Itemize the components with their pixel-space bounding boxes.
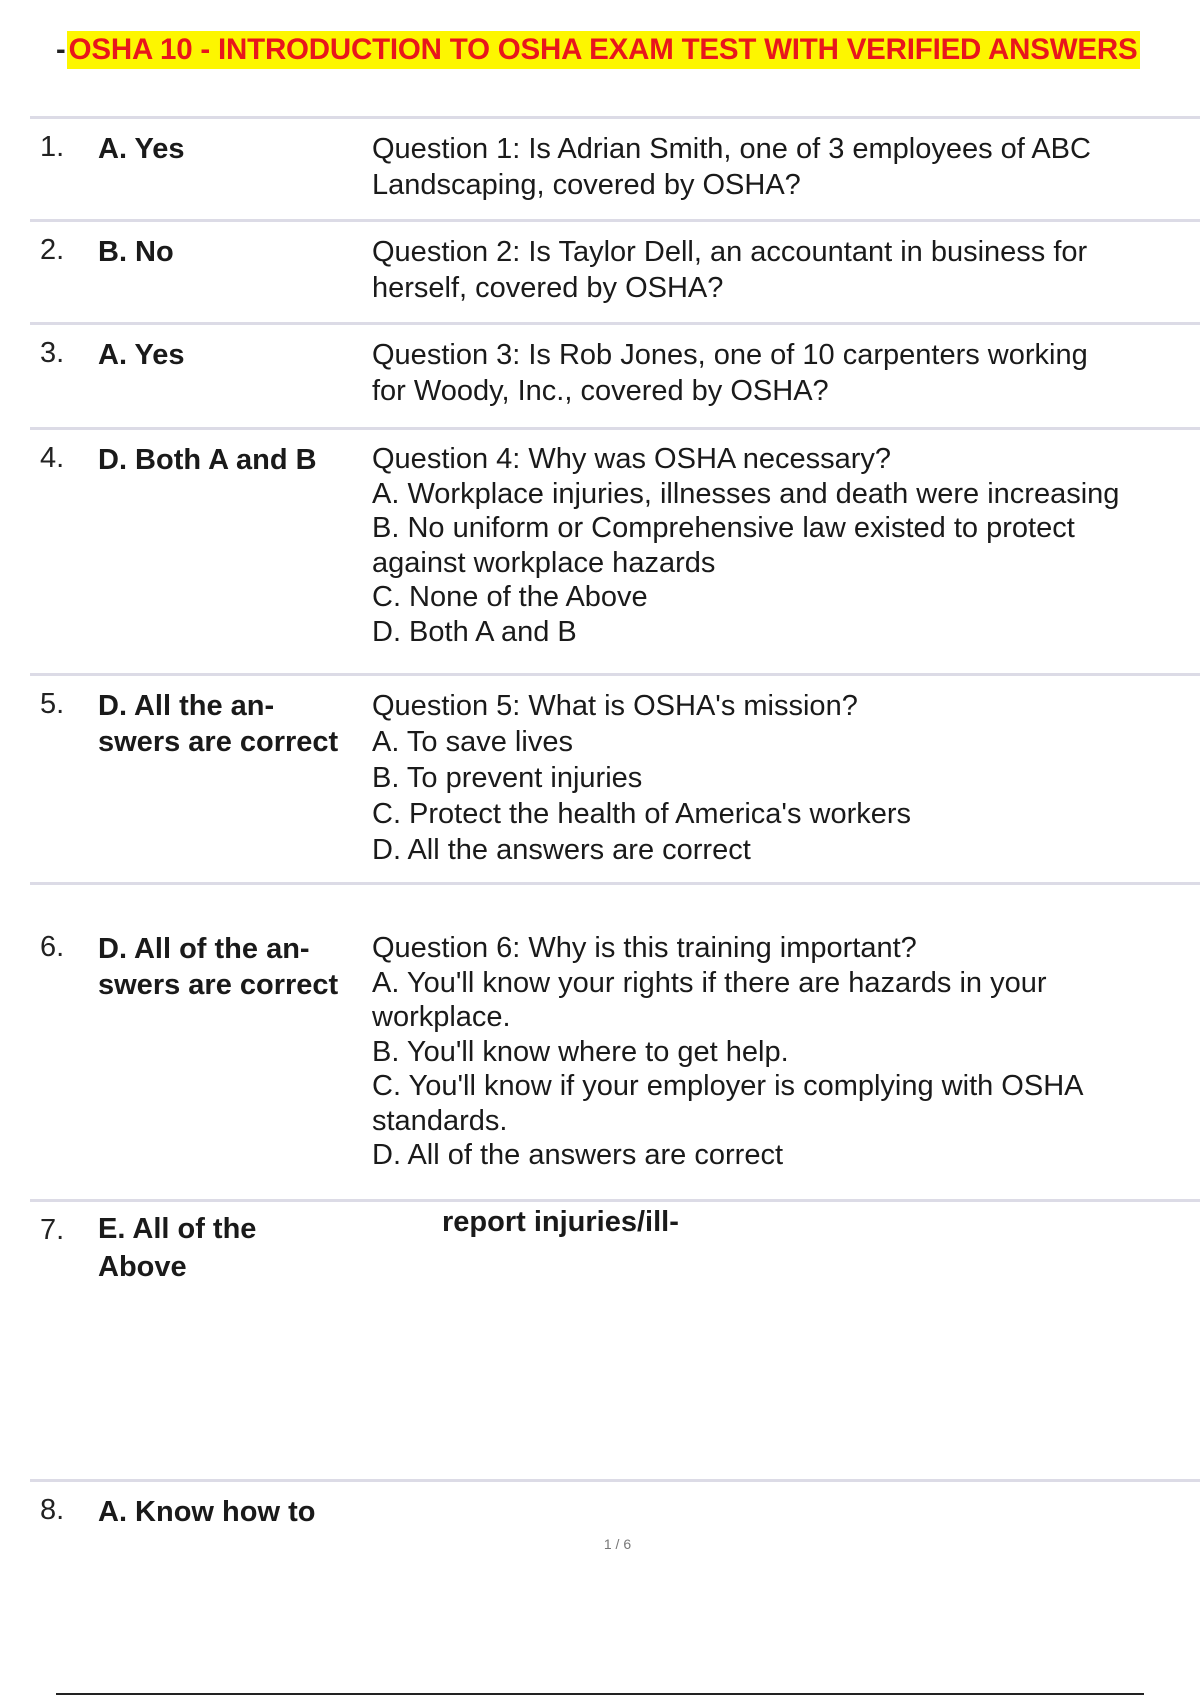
- card-question: [372, 337, 1200, 409]
- flashcard-2: [30, 219, 1200, 322]
- question-option-a: A. Workplace injuries, illnesses and death were increasing: [372, 477, 1120, 510]
- flashcard-1: [30, 116, 1200, 219]
- card-number: 2.: [40, 234, 65, 266]
- question-option-a-cont: workplace.: [372, 1001, 511, 1033]
- flashcard-5: [30, 673, 1200, 882]
- card-number: 7.: [40, 1214, 65, 1246]
- question-option-c-cont: standards.: [372, 1104, 508, 1137]
- card-answer: E. All of the Above: [98, 1213, 257, 1283]
- question-line: herself, covered by OSHA?: [372, 272, 724, 304]
- card-answer: A. Yes: [98, 339, 185, 371]
- question-line: Question 3: Is Rob Jones, one of 10 carpenters working: [372, 339, 1088, 371]
- card-question: [372, 931, 1200, 1173]
- card-question: [372, 442, 1200, 649]
- question-option-d: D. All of the answers are correct: [372, 1139, 783, 1171]
- question-option-d: D. All the answers are correct: [372, 834, 751, 866]
- question-option-b: B. No uniform or Comprehensive law existed to protect: [372, 512, 1075, 544]
- card-answer: D. Both A and B: [98, 444, 317, 476]
- bottom-rule: [56, 1693, 1144, 1695]
- page-number: 1 / 6: [603, 1536, 632, 1552]
- question-option-c: C. None of the Above: [372, 581, 648, 613]
- card-answer: D. All the an- swers are correct: [98, 690, 339, 758]
- card-answer: B. No: [98, 236, 174, 268]
- document-title: OSHA 10 - INTRODUCTION TO OSHA EXAM TEST WITH VERIFIED ANSWERS: [67, 31, 1141, 69]
- question-line: Question 6: Why is this training important?: [372, 932, 917, 964]
- question-option-b: B. To prevent injuries: [372, 762, 643, 794]
- card-answer: A. Yes: [98, 133, 185, 165]
- flashcard-8: [30, 1479, 1200, 1542]
- card-answer: A. Know how to: [98, 1496, 316, 1528]
- question-option-c: C. Protect the health of America's workers: [372, 798, 912, 830]
- question-line: Question 2: Is Taylor Dell, an accountant in business for: [372, 236, 1088, 268]
- card-number: 4.: [40, 442, 65, 474]
- card-number: 3.: [40, 337, 65, 369]
- card-number: 6.: [40, 931, 65, 963]
- question-line: Question 5: What is OSHA's mission?: [372, 690, 858, 722]
- flashcard-4: [30, 427, 1200, 674]
- question-line: Question 1: Is Adrian Smith, one of 3 employees of ABC: [372, 133, 1091, 165]
- question-option-b-cont: against workplace hazards: [372, 546, 716, 579]
- question-option-b: B. You'll know where to get help.: [372, 1035, 789, 1068]
- question-line: for Woody, Inc., covered by OSHA?: [372, 375, 829, 407]
- question-line: Question 4: Why was OSHA necessary?: [372, 443, 891, 475]
- card-number: 1.: [40, 131, 65, 163]
- flashcard-6: [30, 882, 1200, 1199]
- card-number: 5.: [40, 688, 65, 720]
- card-number: 8.: [40, 1494, 65, 1526]
- question-option-d: D. Both A and B: [372, 615, 577, 648]
- flashcard-7: [30, 1199, 1200, 1480]
- card-question: [372, 234, 1200, 306]
- card-answer: D. All of the an- swers are correct: [98, 933, 339, 1001]
- question-line: Landscaping, covered by OSHA?: [372, 169, 801, 201]
- question-option-a: A. You'll know your rights if there are hazards in your: [372, 966, 1047, 999]
- card-question: [372, 131, 1200, 203]
- card-question-partial: report injuries/ill-: [442, 1206, 679, 1238]
- flashcard-3: [30, 322, 1200, 427]
- question-option-a: A. To save lives: [372, 726, 573, 758]
- question-option-c: C. You'll know if your employer is complying with OSHA: [372, 1070, 1084, 1102]
- title-prefix: -: [56, 33, 66, 66]
- document-title-row: [56, 30, 1140, 70]
- card-question: [372, 688, 1200, 868]
